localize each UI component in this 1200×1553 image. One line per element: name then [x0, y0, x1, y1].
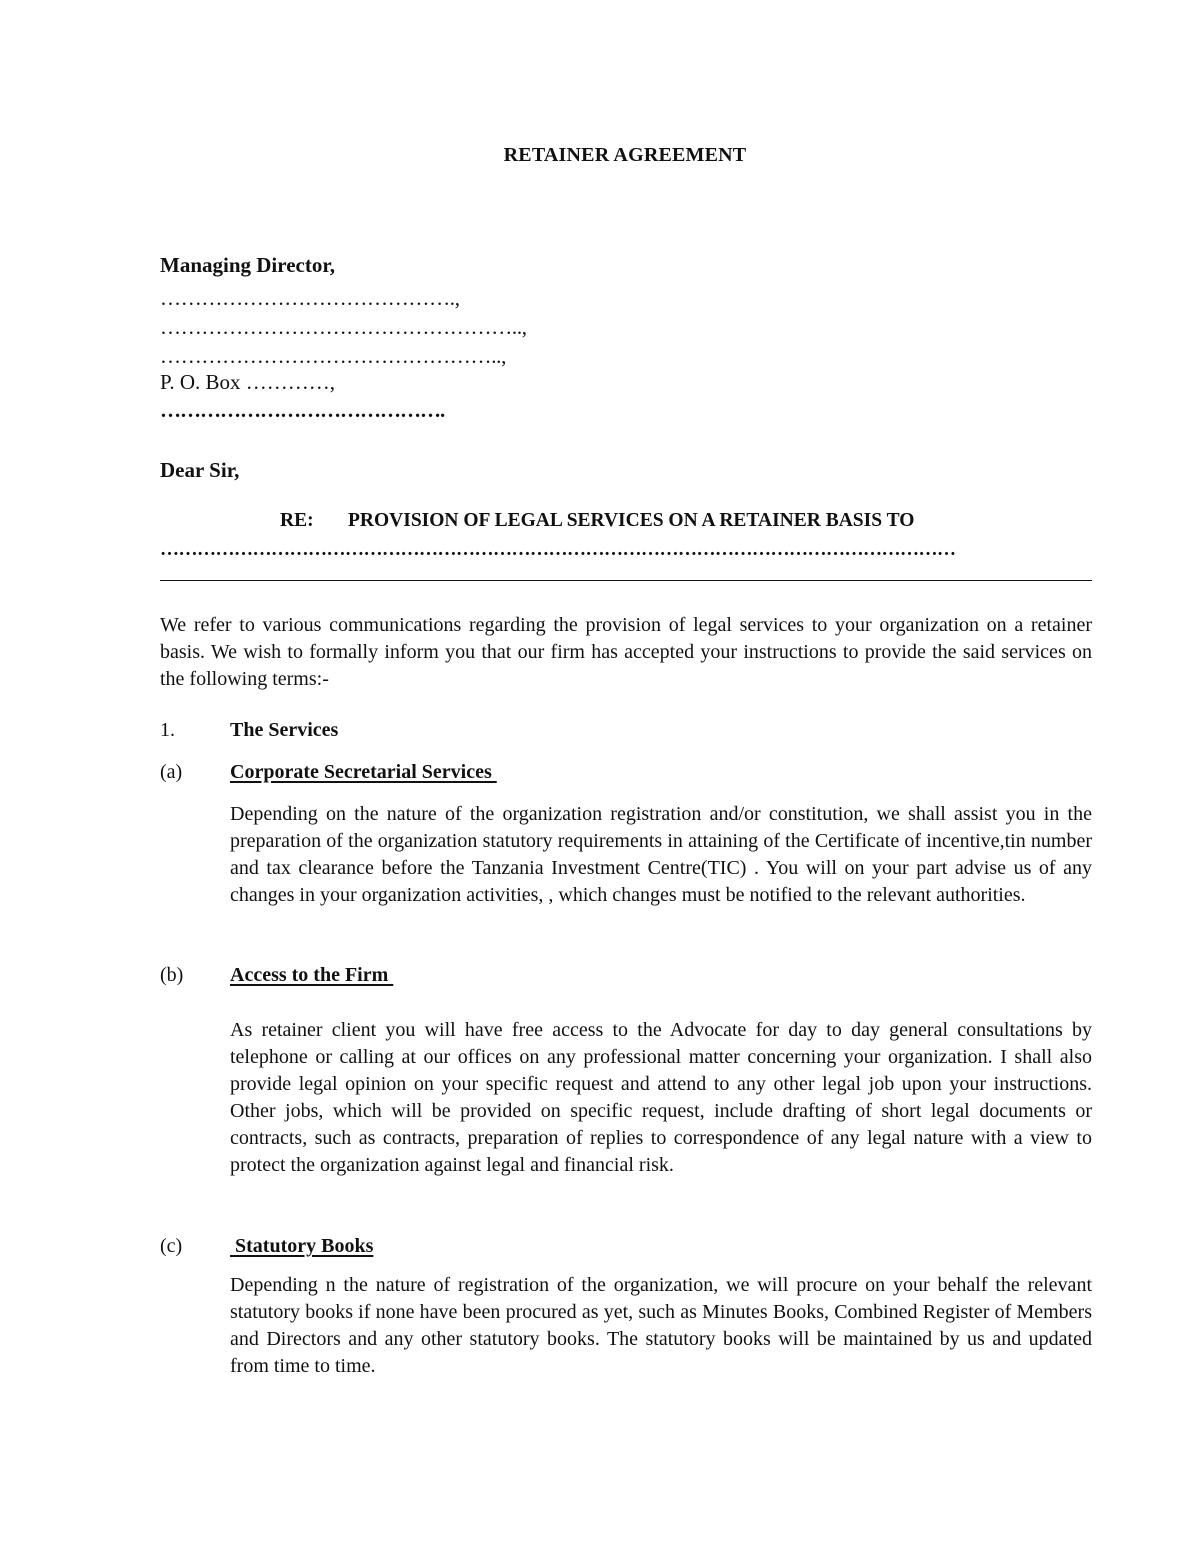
- re-label: RE:: [280, 510, 314, 531]
- item-c-heading: Statutory Books: [230, 1235, 374, 1257]
- recipient-title: Managing Director,: [160, 253, 335, 277]
- document-title: RETAINER AGREEMENT: [503, 144, 747, 166]
- section-heading: The Services: [230, 719, 339, 741]
- item-b-body: As retainer client you will have free access to the Advocate for day to day general consultations by telephone or calling at our offices on any professional matter concerning your organization. I shall also provide legal opinion on your specific request and attend to any other legal job upon your instructions. Other jobs, which will be provided on specific request, include drafting of short legal documents or contracts, such as contracts, preparation of replies to correspondence of any legal nature with a view to protect the organization against legal and financial risk.: [230, 1019, 1092, 1176]
- intro-paragraph: We refer to various communications regarding the provision of legal services to your organization on a retainer basis. We wish to formally inform you that our firm has accepted your instructions to provide the said services on the following terms:-: [160, 614, 1092, 690]
- re-underline-rule: [160, 580, 1092, 581]
- item-a-heading: Corporate Secretarial Services: [230, 761, 497, 783]
- address-line-2: ……………………………………………..,: [160, 315, 527, 339]
- section-number: 1.: [160, 719, 175, 741]
- item-a-body: Depending on the nature of the organization registration and/or constitution, we shall assist you in the preparation of the organization statutory requirements in attaining of the Certificate of incentive,tin number and tax clearance before the Tanzania Investment Centre(TIC) . You will on your part advise us of any changes in your organization activities, , which changes must be notified to the relevant authorities.: [230, 803, 1092, 906]
- item-c-label: (c): [160, 1235, 183, 1257]
- address-line-3: …………………………………………..,: [160, 344, 507, 368]
- re-dotted-line: …………………………………………………………………………………………………………………: [160, 539, 956, 560]
- item-c-body: Depending n the nature of registration of the organization, we will procure on your behalf the relevant statutory books if none have been procured as yet, such as Minutes Books, Combined Register of Members and Directors and any other statutory books. The statutory books will be maintained by us and updated from time to time.: [230, 1274, 1092, 1377]
- item-a-label: (a): [160, 761, 183, 783]
- address-line-1: …………………………………….,: [160, 286, 460, 310]
- item-b-heading: Access to the Firm: [230, 964, 394, 986]
- address-line-4: …………………………………….: [160, 398, 445, 422]
- re-subject: PROVISION OF LEGAL SERVICES ON A RETAINER BASIS TO: [348, 510, 915, 531]
- item-b-label: (b): [160, 964, 184, 986]
- po-box-line: P. O. Box …………,: [160, 370, 336, 394]
- salutation: Dear Sir,: [160, 458, 240, 482]
